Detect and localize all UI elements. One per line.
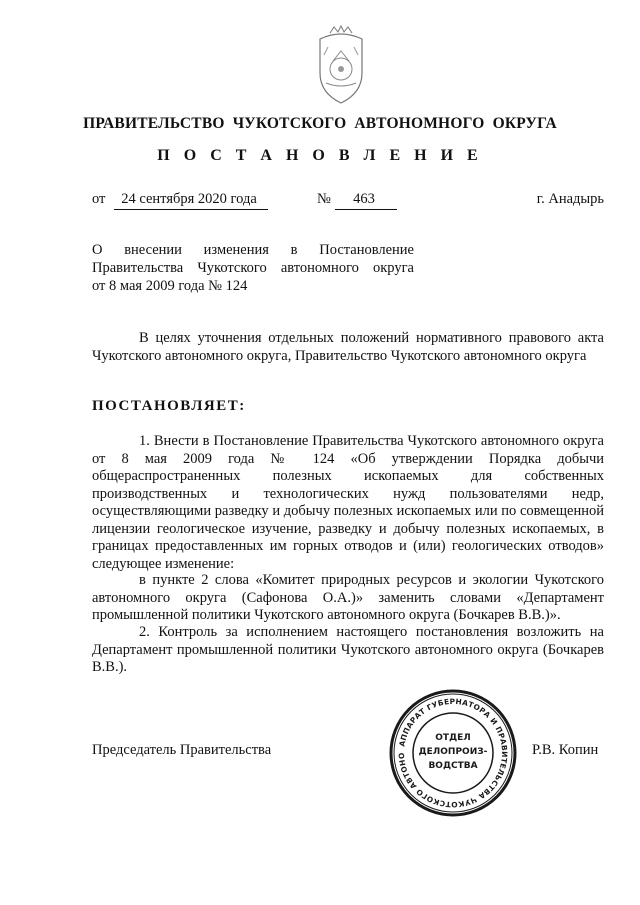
decree-number: 463 — [335, 191, 397, 210]
signatory-name: Р.В. Копин — [532, 742, 599, 758]
stamp-center-line: ДЕЛОПРОИЗ- — [418, 747, 488, 757]
number-prefix: № — [317, 191, 331, 207]
coat-of-arms-icon — [306, 25, 376, 107]
office-stamp-icon — [388, 688, 518, 818]
item-1-change-paragraph: в пункте 2 слова «Комитет природных ресурсов и экологии Чукотского автономного округа (Сафонова О.А.)» заменить словами «Департамент промышленной политики Чукотского автономного округа (Бочкарев В.В.)». — [92, 572, 604, 623]
government-title: ПРАВИТЕЛЬСТВО ЧУКОТСКОГО АВТОНОМНОГО ОКРУГА — [83, 115, 557, 132]
decree-city: г. Анадырь — [536, 191, 604, 207]
stamp-center-line: ВОДСТВА — [428, 761, 478, 771]
signatory-position: Председатель Правительства — [92, 742, 272, 758]
preamble-paragraph: В целях уточнения отдельных положений нормативного правового акта Чукотского автономного округа, Правительство Чукотского автономного округа — [92, 330, 604, 364]
decree-subject — [92, 241, 414, 295]
subject-line: Правительства Чукотского автономного округа — [92, 260, 414, 276]
subject-line: от 8 мая 2009 года № 124 — [92, 278, 248, 294]
document-type-title: П О С Т А Н О В Л Е Н И Е — [157, 147, 483, 164]
subject-line: О внесении изменения в Постановление — [92, 242, 414, 258]
stamp-ring-text: АППАРАТ ГУБЕРНАТОРА И ПРАВИТЕЛЬСТВА ЧУКОТСКОГО АВТОНО — [396, 696, 510, 810]
resolves-heading: ПОСТАНОВЛЯЕТ: — [92, 398, 246, 414]
stamp-center-line: ОТДЕЛ — [435, 733, 471, 743]
decree-date: 24 сентября 2020 года — [114, 191, 268, 210]
item-2-paragraph: 2. Контроль за исполнением настоящего постановления возложить на Департамент промышленной политики Чукотского автономного округа (Бочкарев В.В.). — [92, 624, 604, 675]
date-prefix: от — [92, 191, 106, 207]
item-1-paragraph: 1. Внести в Постановление Правительства Чукотского автономного округа от 8 мая 2009 года № 124 «Об утверждении Порядка добычи общераспространенных полезных ископаемых для собственных производственных и технологических нужд пользователями недр, осуществляющими разведку и добычу полезных ископаемых или по совмещенной лицензии геологическое изучение, разведку и добычу полезных ископаемых, в границах предоставленных им горных отводов и (или) геологических отводов» следующее изменение: — [92, 433, 604, 572]
